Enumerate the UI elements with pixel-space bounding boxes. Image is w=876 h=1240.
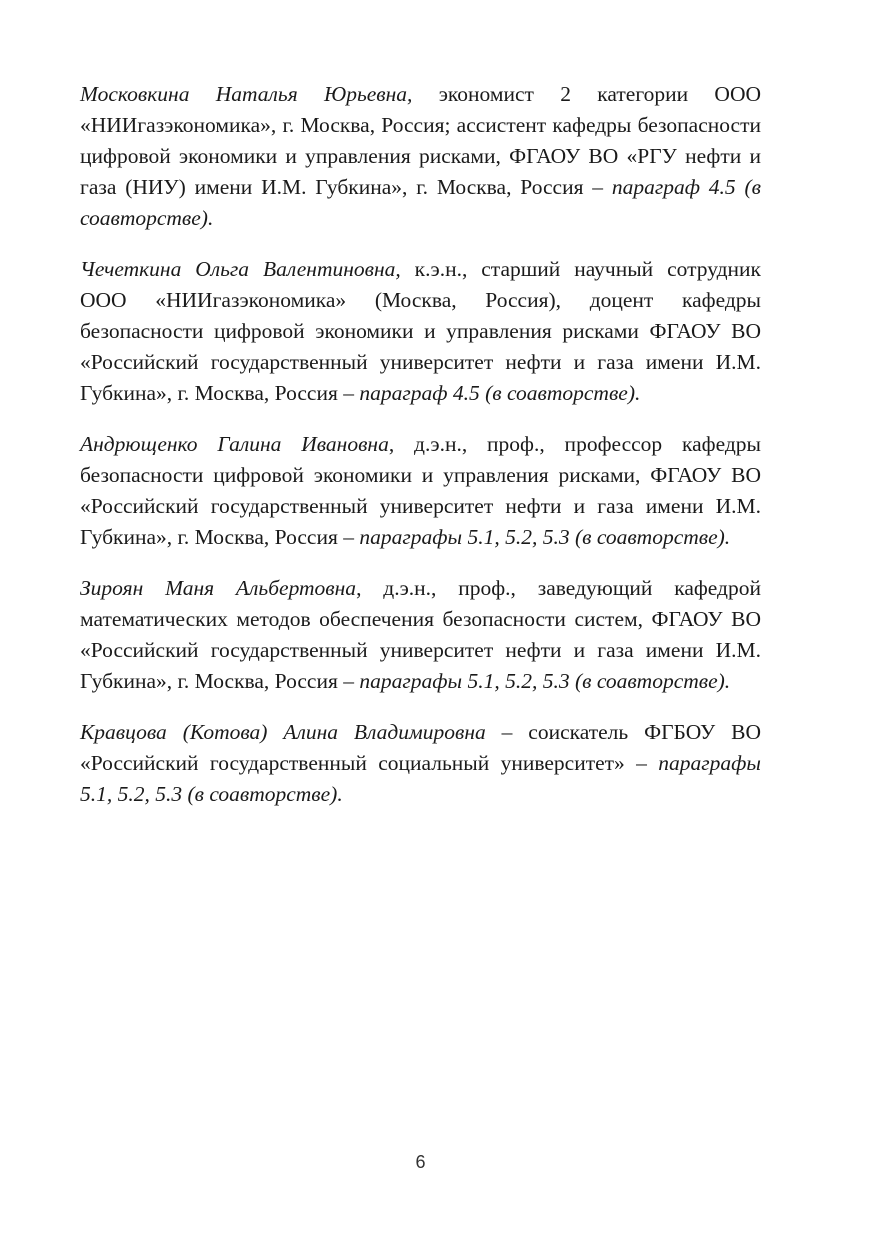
- author-description: , д.э.н., проф., профессор кафедры безопасности цифровой экономики и управления рисками, ФГАОУ ВО «Российский государственный университет нефти и газа имени И.М. Губкина», г. Москва, Россия –: [80, 432, 761, 549]
- author-entry-moskovkina: [80, 79, 761, 234]
- author-name: Андрющенко Галина Ивановна: [80, 432, 389, 456]
- author-list: [80, 79, 761, 830]
- page-number: 6: [415, 1152, 426, 1172]
- author-entry-ziroyan: [80, 573, 761, 697]
- author-description: к.э.н., старший научный сотрудник ООО «НИИгазэкономика» (Москва, Россия), доцент кафедры безопасности цифровой экономики и управления рисками ФГАОУ ВО «Российский государственный университет нефти и газа имени И.М. Губкина», г. Москва, Россия –: [80, 257, 761, 405]
- author-description: , д.э.н., проф., заведующий кафедрой математических методов обеспечения безопасности систем, ФГАОУ ВО «Российский государственный университет нефти и газа имени И.М. Губкина», г. Москва, Россия –: [80, 576, 761, 693]
- section-reference: параграфы 5.1, 5.2, 5.3 (в соавторстве).: [359, 525, 731, 549]
- author-name: Московкина Наталья Юрьевна,: [80, 82, 413, 106]
- author-description: экономист 2 категории ООО «НИИгазэкономика», г. Москва, Россия; ассистент кафедры безопасности цифровой экономики и управления рисками, ФГАОУ ВО «РГУ нефти и газа (НИУ) имени И.М. Губкина», г. Москва, Россия –: [80, 82, 761, 199]
- section-reference: параграф 4.5 (в соавторстве).: [80, 175, 761, 230]
- section-reference: параграф 4.5 (в соавторстве).: [359, 381, 641, 405]
- section-reference: параграфы 5.1, 5.2, 5.3 (в соавторстве).: [359, 669, 731, 693]
- author-entry-chechetkina: [80, 254, 761, 409]
- section-reference: параграфы 5.1, 5.2, 5.3 (в соавторстве).: [80, 751, 761, 806]
- author-entry-andryushchenko: [80, 429, 761, 553]
- author-description: – соискатель ФГБОУ ВО «Российский государственный социальный университет» –: [80, 720, 761, 775]
- author-entry-kravtsova: [80, 717, 761, 810]
- author-name: Чечеткина Ольга Валентиновна,: [80, 257, 401, 281]
- author-name: Кравцова (Котова) Алина Владимировна: [80, 720, 486, 744]
- author-name: Зироян Маня Альбертовна: [80, 576, 357, 600]
